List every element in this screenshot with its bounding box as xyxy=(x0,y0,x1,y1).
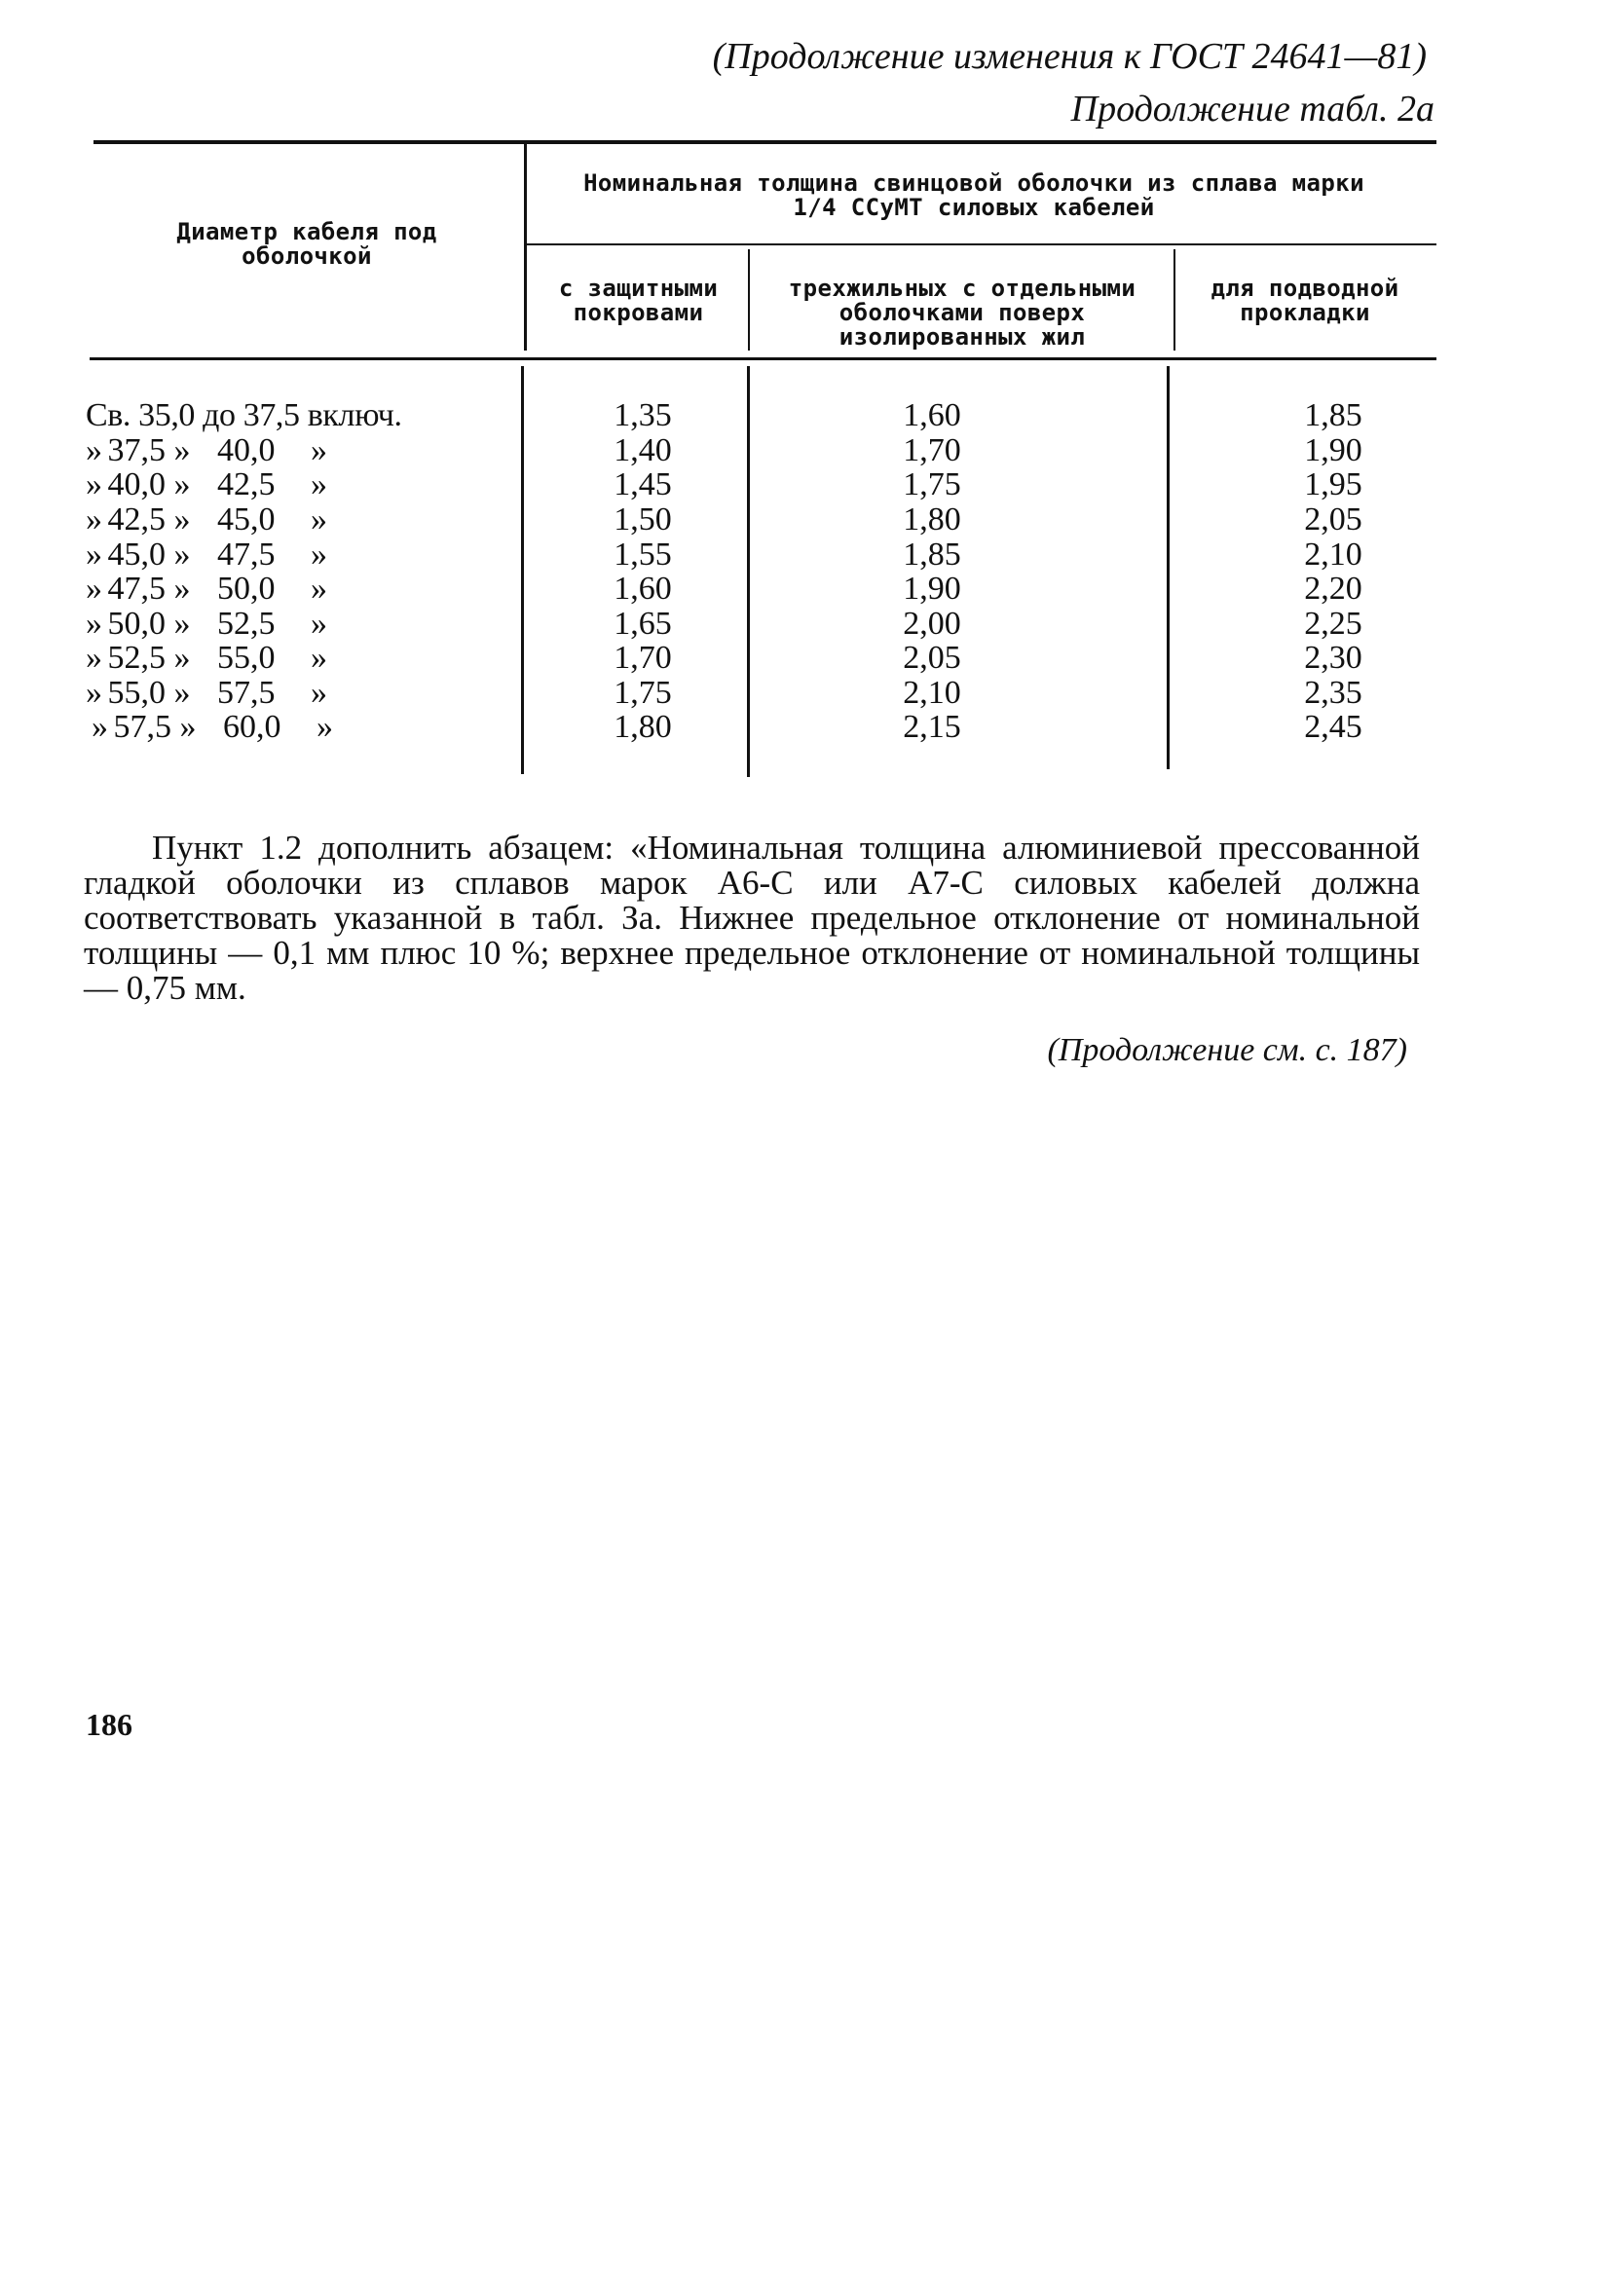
diameter-quote-mark: » xyxy=(92,709,108,745)
diameter-quote-mark: » xyxy=(173,501,191,537)
submarine-laying-value: 2,10 xyxy=(1304,537,1362,573)
three-core-value: 1,60 xyxy=(903,397,961,433)
diameter-quote-mark: » xyxy=(179,709,197,745)
diameter-end-value: 52,5 xyxy=(217,606,276,642)
thickness-group-rule xyxy=(526,243,1436,245)
diameter-heading: Диаметр кабеля под оболочкой xyxy=(176,218,437,271)
diameter-row-label xyxy=(86,432,327,468)
protective-covering-value: 1,75 xyxy=(614,675,672,711)
protective-column-divider xyxy=(748,249,750,351)
diameter-start-value: 47,5 xyxy=(107,571,166,607)
diameter-quote-mark: » xyxy=(311,466,327,502)
submarine-laying-value: 2,20 xyxy=(1304,571,1362,607)
diameter-end-value: 55,0 xyxy=(217,640,276,676)
diameter-end-value: 57,5 xyxy=(217,675,276,711)
diameter-quote-mark: » xyxy=(173,640,191,676)
amendment-paragraph: Пункт 1.2 дополнить абзацем: «Номинальная толщина алюминиевой прессованной гладкой оболочки из сплавов марок А6-С или А7-С силовых кабелей должна соответствовать указанной в табл. За. Нижнее предельное отклонение от номинальной толщины — 0,1 мм плюс 10 %; верхнее предельное отклонение от номинальной толщины — 0,75 мм. xyxy=(84,829,1420,1007)
diameter-quote-mark: » xyxy=(311,606,327,642)
diameter-row-label xyxy=(86,606,327,642)
thickness-heading: Номинальная толщина свинцовой оболочки из сплава марки 1/4 ССуМТ силовых кабелей xyxy=(583,169,1364,222)
three-core-value: 1,90 xyxy=(903,571,961,607)
submarine-laying-value: 2,45 xyxy=(1304,709,1362,745)
protective-covering-value: 1,60 xyxy=(614,571,672,607)
protective-covering-value: 1,40 xyxy=(614,432,672,468)
table-body-divider-2 xyxy=(747,366,750,777)
diameter-quote-mark: » xyxy=(86,640,102,676)
continued-note: (Продолжение см. с. 187) xyxy=(1047,1032,1407,1068)
protective-covering-heading: с защитными покровами xyxy=(558,275,719,327)
diameter-quote-mark: » xyxy=(86,571,102,607)
diameter-row-label xyxy=(86,466,327,502)
page-number: 186 xyxy=(86,1707,132,1742)
submarine-laying-value: 1,85 xyxy=(1304,397,1362,433)
table-top-rule xyxy=(93,140,1436,144)
diameter-start-value: 52,5 xyxy=(107,640,166,676)
protective-covering-value: 1,45 xyxy=(614,466,672,502)
three-core-value: 2,00 xyxy=(903,606,961,642)
document-continuation-heading: (Продолжение изменения к ГОСТ 24641—81) xyxy=(712,36,1427,77)
diameter-end-value: 50,0 xyxy=(217,571,276,607)
diameter-row-label: Св. 35,0 до 37,5 включ. xyxy=(86,397,402,433)
diameter-quote-mark: » xyxy=(311,537,327,573)
diameter-quote-mark: » xyxy=(86,432,102,468)
protective-covering-value: 1,65 xyxy=(614,606,672,642)
diameter-start-value: 40,0 xyxy=(107,466,166,502)
diameter-start-value: 42,5 xyxy=(107,501,166,537)
diameter-start-value: 55,0 xyxy=(107,675,166,711)
diameter-row-label xyxy=(86,640,327,676)
diameter-end-value: 47,5 xyxy=(217,537,276,573)
submarine-laying-value: 2,05 xyxy=(1304,501,1362,537)
diameter-start-value: 37,5 xyxy=(107,432,166,468)
diameter-quote-mark: » xyxy=(173,537,191,573)
diameter-quote-mark: » xyxy=(86,537,102,573)
table-body-divider-3 xyxy=(1167,366,1170,769)
protective-covering-value: 1,50 xyxy=(614,501,672,537)
diameter-quote-mark: » xyxy=(86,606,102,642)
diameter-row-label xyxy=(86,537,327,573)
diameter-column-divider xyxy=(524,144,527,351)
protective-covering-value: 1,70 xyxy=(614,640,672,676)
diameter-row-label xyxy=(86,571,327,607)
diameter-quote-mark: » xyxy=(173,606,191,642)
diameter-row-label xyxy=(86,675,327,711)
submarine-column-divider xyxy=(1174,249,1175,351)
three-core-value: 1,80 xyxy=(903,501,961,537)
submarine-laying-value: 2,30 xyxy=(1304,640,1362,676)
protective-covering-value: 1,55 xyxy=(614,537,672,573)
diameter-quote-mark: » xyxy=(317,709,333,745)
submarine-laying-value: 2,25 xyxy=(1304,606,1362,642)
submarine-laying-value: 1,95 xyxy=(1304,466,1362,502)
three-core-value: 2,10 xyxy=(903,675,961,711)
diameter-quote-mark: » xyxy=(311,675,327,711)
three-core-value: 1,75 xyxy=(903,466,961,502)
diameter-quote-mark: » xyxy=(173,432,191,468)
diameter-quote-mark: » xyxy=(311,501,327,537)
diameter-row-label xyxy=(86,501,327,537)
diameter-quote-mark: » xyxy=(173,466,191,502)
diameter-start-value: 50,0 xyxy=(107,606,166,642)
diameter-row-label xyxy=(92,709,333,745)
diameter-quote-mark: » xyxy=(86,675,102,711)
diameter-start-value: 45,0 xyxy=(107,537,166,573)
diameter-quote-mark: » xyxy=(311,571,327,607)
submarine-laying-heading: для подводной прокладки xyxy=(1211,275,1399,327)
three-core-value: 1,70 xyxy=(903,432,961,468)
three-core-value: 2,05 xyxy=(903,640,961,676)
diameter-quote-mark: » xyxy=(86,501,102,537)
protective-covering-value: 1,80 xyxy=(614,709,672,745)
diameter-end-value: 60,0 xyxy=(223,709,281,745)
diameter-quote-mark: » xyxy=(173,571,191,607)
table-header-bottom-rule xyxy=(90,357,1436,360)
diameter-quote-mark: » xyxy=(86,466,102,502)
diameter-end-value: 42,5 xyxy=(217,466,276,502)
table-body-divider-1 xyxy=(521,366,524,774)
diameter-end-value: 45,0 xyxy=(217,501,276,537)
diameter-start-value: 57,5 xyxy=(113,709,171,745)
diameter-quote-mark: » xyxy=(311,432,327,468)
three-core-value: 2,15 xyxy=(903,709,961,745)
diameter-end-value: 40,0 xyxy=(217,432,276,468)
protective-covering-value: 1,35 xyxy=(614,397,672,433)
three-core-heading: трехжильных с отдельными оболочками поверх изолированных жил xyxy=(788,275,1136,352)
diameter-quote-mark: » xyxy=(311,640,327,676)
submarine-laying-value: 1,90 xyxy=(1304,432,1362,468)
diameter-quote-mark: » xyxy=(173,675,191,711)
table-continuation-heading: Продолжение табл. 2а xyxy=(1070,89,1434,130)
submarine-laying-value: 2,35 xyxy=(1304,675,1362,711)
three-core-value: 1,85 xyxy=(903,537,961,573)
